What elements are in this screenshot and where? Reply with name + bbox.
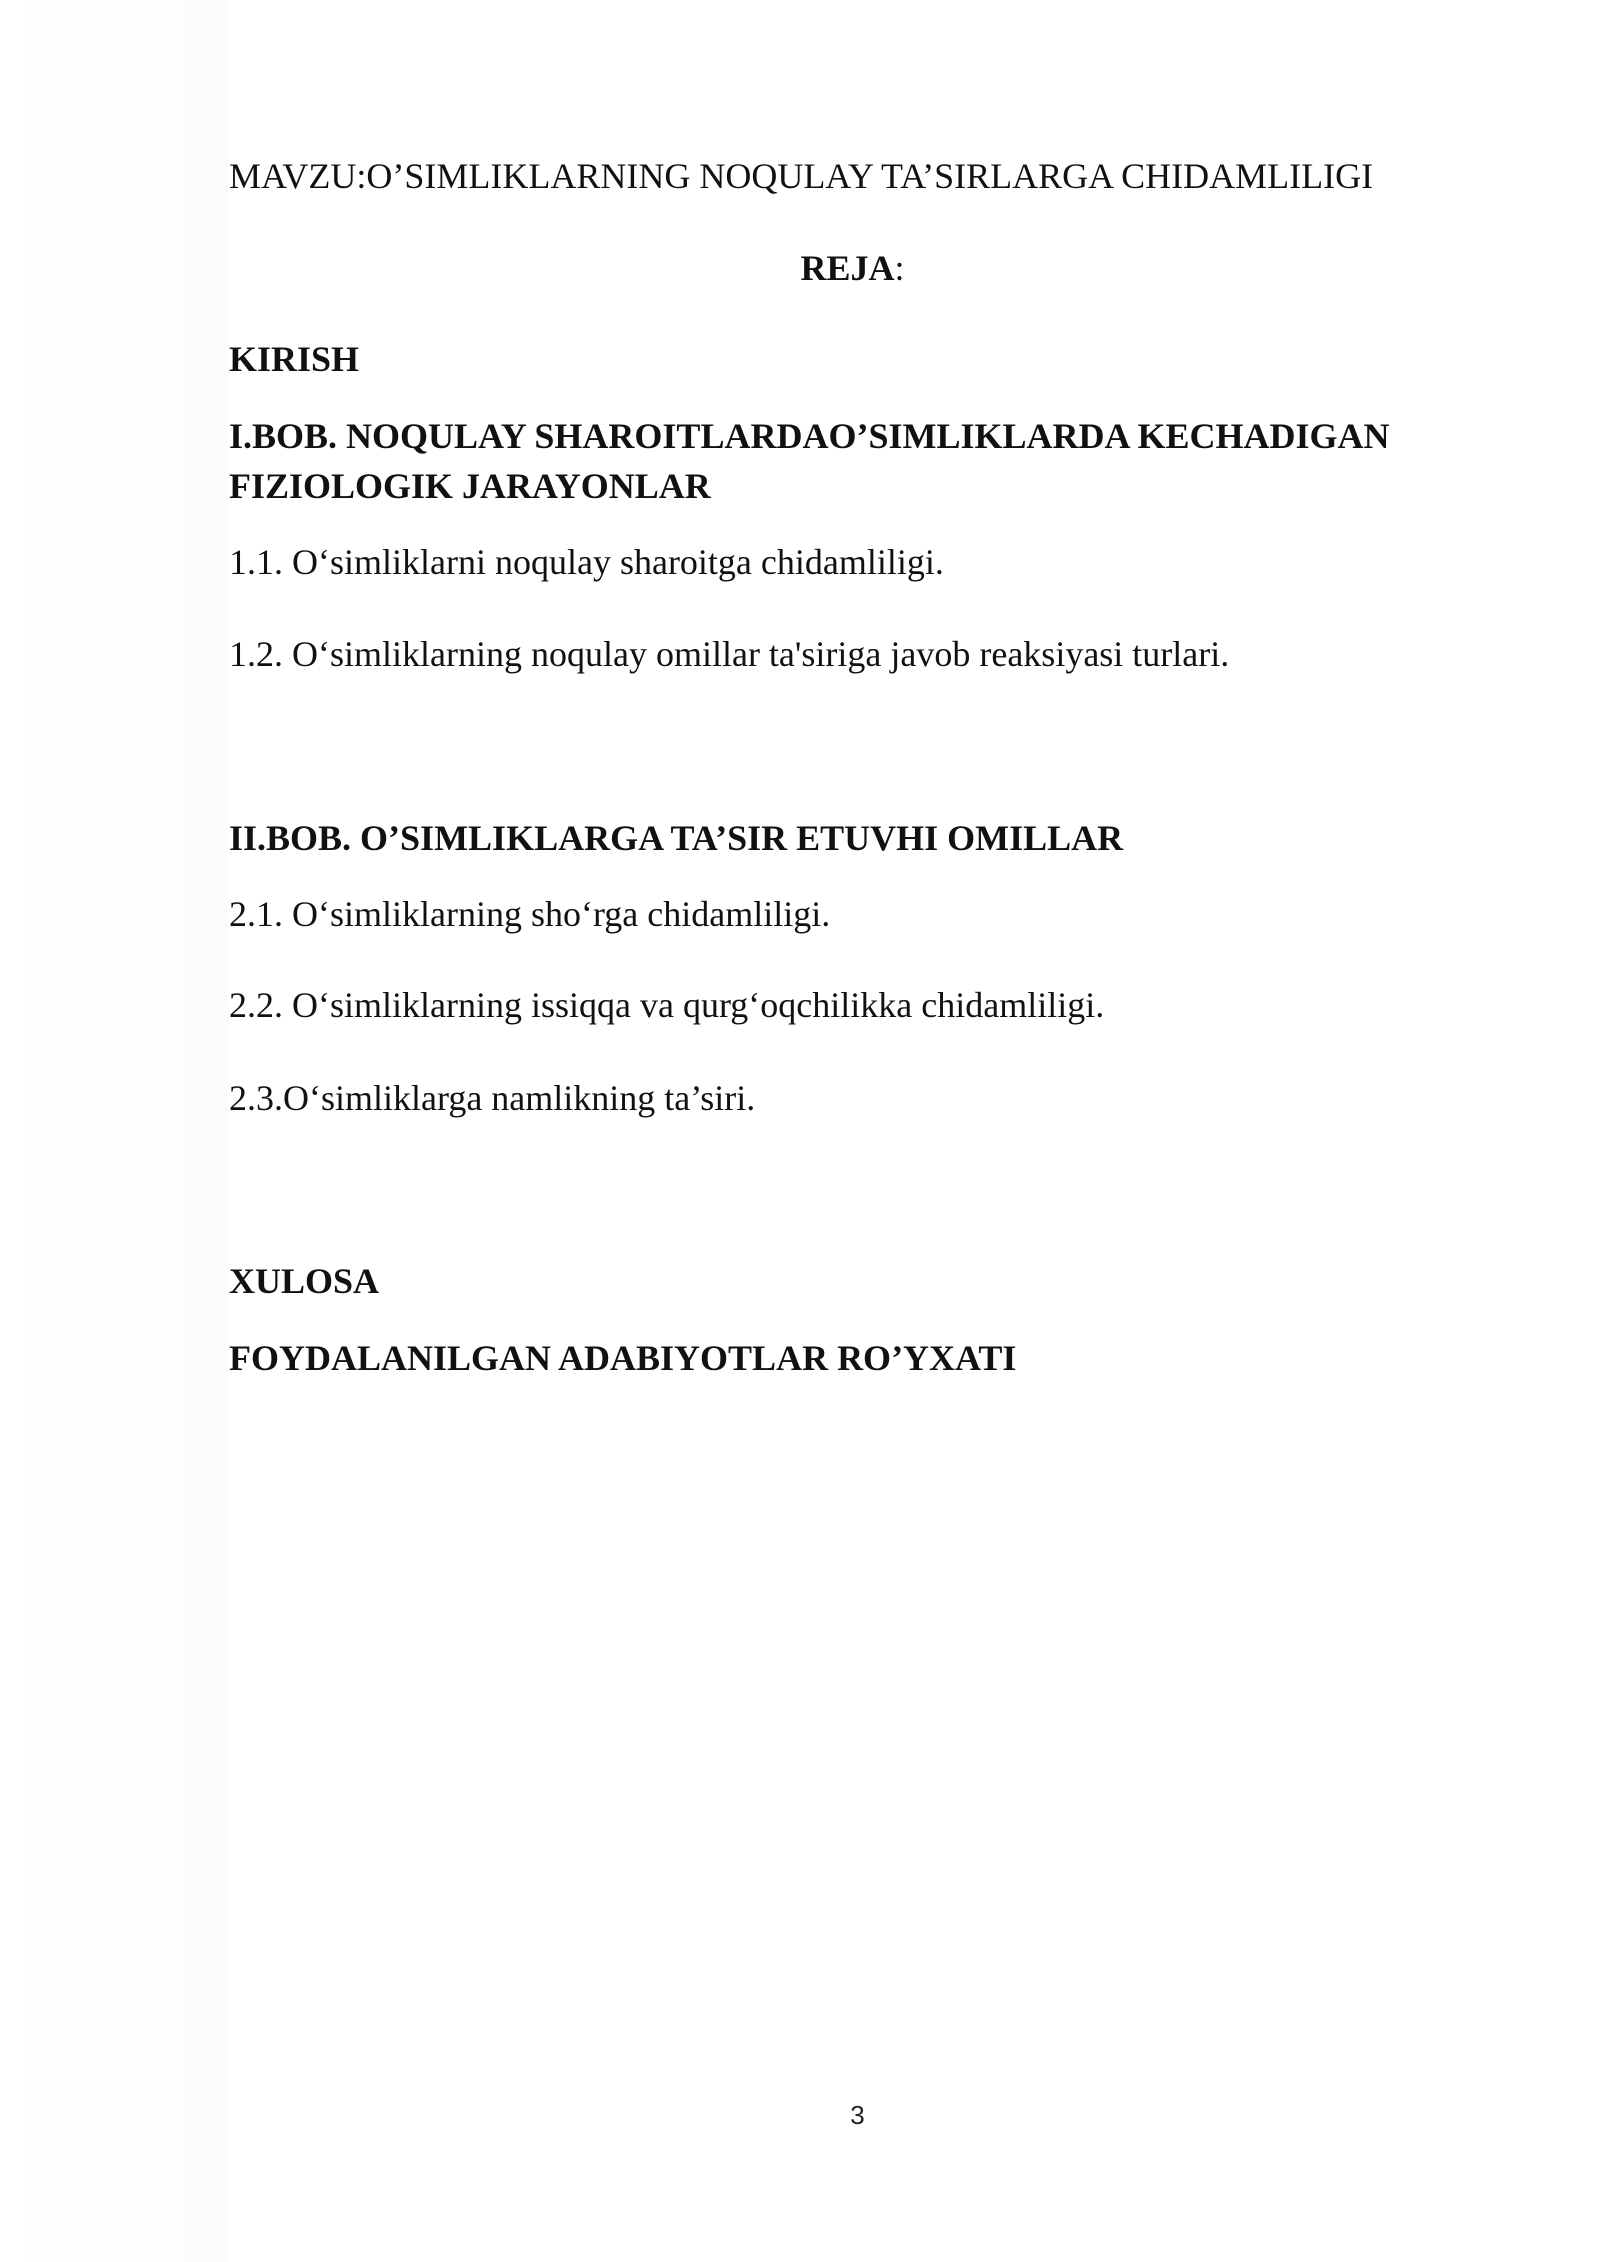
chapter2-item: 2.2. O‘simliklarning issiqqa va qurg‘oqchilikka chidamliligi. xyxy=(229,985,1105,1025)
page-number: 3 xyxy=(850,2100,865,2130)
chapter2-item: 2.1. O‘simliklarning sho‘rga chidamliligi. xyxy=(229,894,831,934)
plan-heading xyxy=(0,243,1600,293)
chapter2-item: 2.3.O‘simliklarga namlikning ta’siri. xyxy=(229,1078,756,1118)
intro-heading: KIRISH xyxy=(229,339,360,379)
plan-heading-text: REJA xyxy=(800,248,895,288)
chapter1-item: 1.2. O‘simliklarning noqulay omillar ta'siriga javob reaksiyasi turlari. xyxy=(229,634,1230,674)
chapter1-item: 1.1. O‘simliklarni noqulay sharoitga chidamliligi. xyxy=(229,542,944,582)
chapter2-title: II.BOB. O’SIMLIKLARGA TA’SIR ETUVHI OMILLAR xyxy=(229,818,1124,858)
plan-heading-colon: : xyxy=(894,248,905,288)
document-title: MAVZU:O’SIMLIKLARNING NOQULAY TA’SIRLARGA CHIDAMLILIGI xyxy=(229,156,1374,196)
chapter1-title-line1: I.BOB. NOQULAY SHAROITLARDAO’SIMLIKLARDA KECHADIGAN xyxy=(229,416,1390,456)
chapter1-title-line2: FIZIOLOGIK JARAYONLAR xyxy=(229,466,711,506)
page-margin xyxy=(0,0,230,2262)
references-heading: FOYDALANILGAN ADABIYOTLAR RO’YXATI xyxy=(229,1338,1017,1378)
conclusion-heading: XULOSA xyxy=(229,1261,380,1301)
